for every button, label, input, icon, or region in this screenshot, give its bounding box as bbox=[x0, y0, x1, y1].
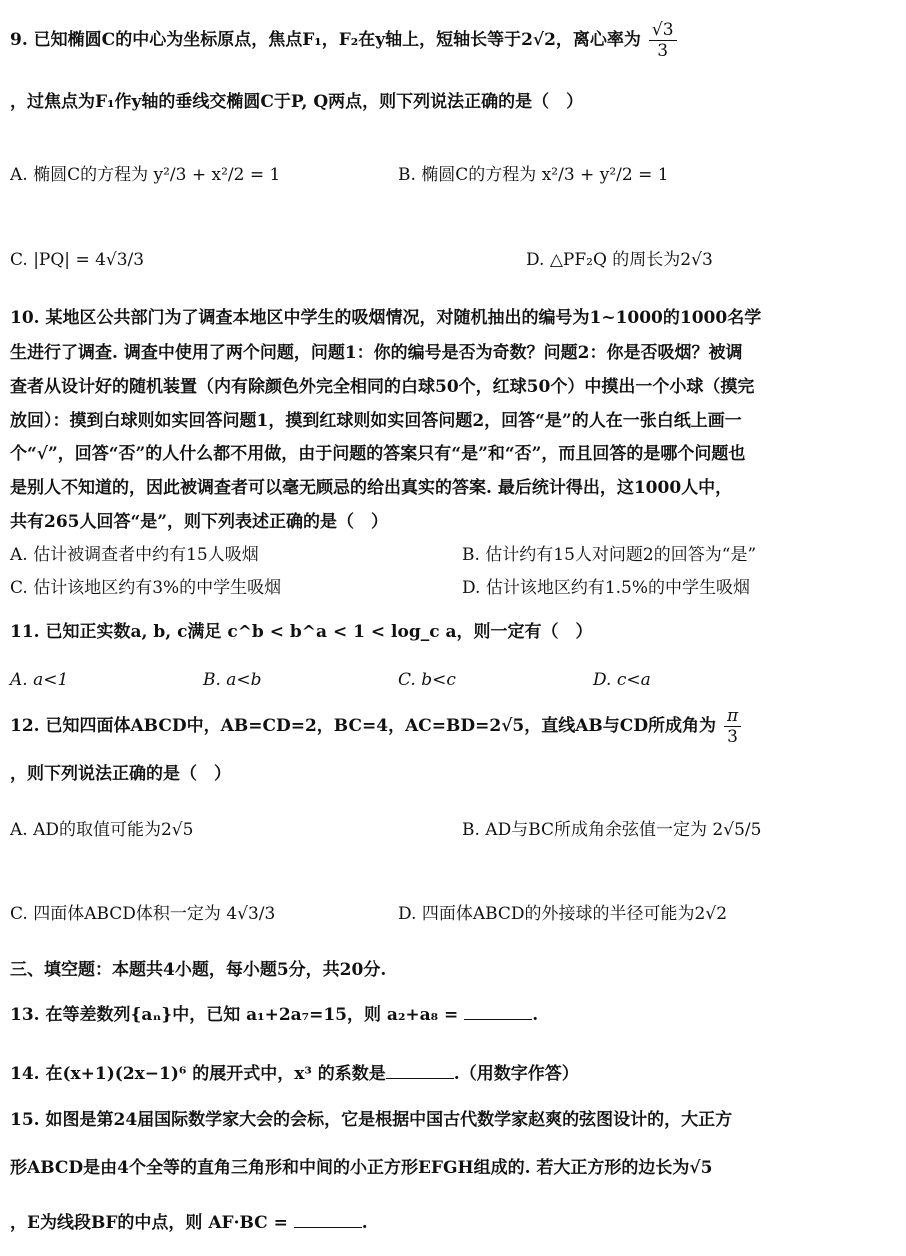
q10-line7: 共有265人回答“是”，则下列表述正确的是（ ） bbox=[10, 512, 389, 532]
q15-line3: ，E为线段BF的中点，则 AF·BC = . bbox=[10, 1213, 368, 1233]
q14-answer-blank[interactable] bbox=[386, 1064, 454, 1079]
q15-line1: 15. 如图是第24届国际数学家大会的会标，它是根据中国古代数学家赵爽的弦图设计的，大正方 bbox=[10, 1110, 733, 1130]
q9-eccentricity-fraction: $\frac{√3}{3}$ bbox=[649, 20, 677, 61]
q9-stem-line1: 9. 已知椭圆C的中心为坐标原点，焦点F₁，F₂在y轴上，短轴长等于2√2，离心率为 $\frac{√3}{3}$ bbox=[10, 20, 679, 61]
q9-option-d: D. △PF₂Q 的周长为2√3 bbox=[526, 250, 713, 270]
q12-option-a: A. AD的取值可能为2√5 bbox=[10, 820, 194, 840]
q11-option-d: D. c<a bbox=[593, 670, 651, 690]
q11-option-a: A. a<1 bbox=[10, 670, 69, 690]
q11-option-c: C. b<c bbox=[398, 670, 456, 690]
q10-option-a: A. 估计被调查者中约有15人吸烟 bbox=[10, 545, 259, 565]
q12-option-b: B. AD与BC所成角余弦值一定为 2√5/5 bbox=[462, 820, 762, 840]
q12-option-c: C. 四面体ABCD体积一定为 4√3/3 bbox=[10, 904, 276, 924]
q12-option-d: D. 四面体ABCD的外接球的半径可能为2√2 bbox=[398, 904, 728, 924]
q9-option-b: B. 椭圆C的方程为 x²/3 + y²/2 = 1 bbox=[398, 165, 669, 185]
q15-line2: 形ABCD是由4个全等的直角三角形和中间的小正方形EFGH组成的. 若大正方形的边长为√5 bbox=[10, 1158, 713, 1178]
q11-option-b: B. a<b bbox=[203, 670, 262, 690]
q10-option-b: B. 估计约有15人对问题2的回答为“是” bbox=[462, 545, 757, 565]
q9-option-c: C. |PQ| = 4√3/3 bbox=[10, 250, 145, 270]
q13-stem: 13. 在等差数列{aₙ}中，已知 a₁+2a₇=15，则 a₂+a₈ = . bbox=[10, 1005, 539, 1025]
q12-angle-fraction: $\frac{\pi}{3}$ bbox=[724, 706, 741, 747]
section-3-heading: 三、填空题：本题共4小题，每小题5分，共20分. bbox=[10, 960, 387, 980]
q10-line3: 查者从设计好的随机装置（内有除颜色外完全相同的白球50个，红球50个）中摸出一个小球（摸完 bbox=[10, 377, 755, 397]
q14-stem: 14. 在(x+1)(2x−1)⁶ 的展开式中，x³ 的系数是 .（用数字作答） bbox=[10, 1064, 579, 1084]
q10-line4: 放回）：摸到白球则如实回答问题1，摸到红球则如实回答问题2，回答“是”的人在一张白纸上画一 bbox=[10, 411, 742, 431]
q10-line6: 是别人不知道的，因此被调查者可以毫无顾忌的给出真实的答案. 最后统计得出，这1000人中， bbox=[10, 478, 733, 498]
q10-line5: 个“√”，回答“否”的人什么都不用做，由于问题的答案只有“是”和“否”，而且回答的是哪个问题也 bbox=[10, 444, 746, 464]
q10-line1: 10. 某地区公共部门为了调查本地区中学生的吸烟情况，对随机抽出的编号为1~1000的1000名学 bbox=[10, 308, 762, 328]
q9-option-a: A. 椭圆C的方程为 y²/3 + x²/2 = 1 bbox=[10, 165, 281, 185]
q9-stem-line2: ，过焦点为F₁作y轴的垂线交椭圆C于P, Q两点，则下列说法正确的是（ ） bbox=[10, 92, 584, 112]
q13-answer-blank[interactable] bbox=[464, 1005, 532, 1020]
q12-stem-line2: ，则下列说法正确的是（ ） bbox=[10, 764, 231, 784]
q10-line2: 生进行了调查. 调查中使用了两个问题，问题1：你的编号是否为奇数？问题2：你是否吸烟？被调 bbox=[10, 343, 743, 363]
q10-option-c: C. 估计该地区约有3%的中学生吸烟 bbox=[10, 578, 282, 598]
q15-answer-blank[interactable] bbox=[294, 1213, 362, 1228]
q10-option-d: D. 估计该地区约有1.5%的中学生吸烟 bbox=[462, 578, 751, 598]
q12-stem-line1: 12. 已知四面体ABCD中，AB=CD=2，BC=4，AC=BD=2√5，直线AB与CD所成角为 $\frac{\pi}{3}$ bbox=[10, 706, 743, 747]
q11-stem: 11. 已知正实数a, b, c满足 c^b < b^a < 1 < log_c a，则一定有（ ） bbox=[10, 622, 593, 642]
